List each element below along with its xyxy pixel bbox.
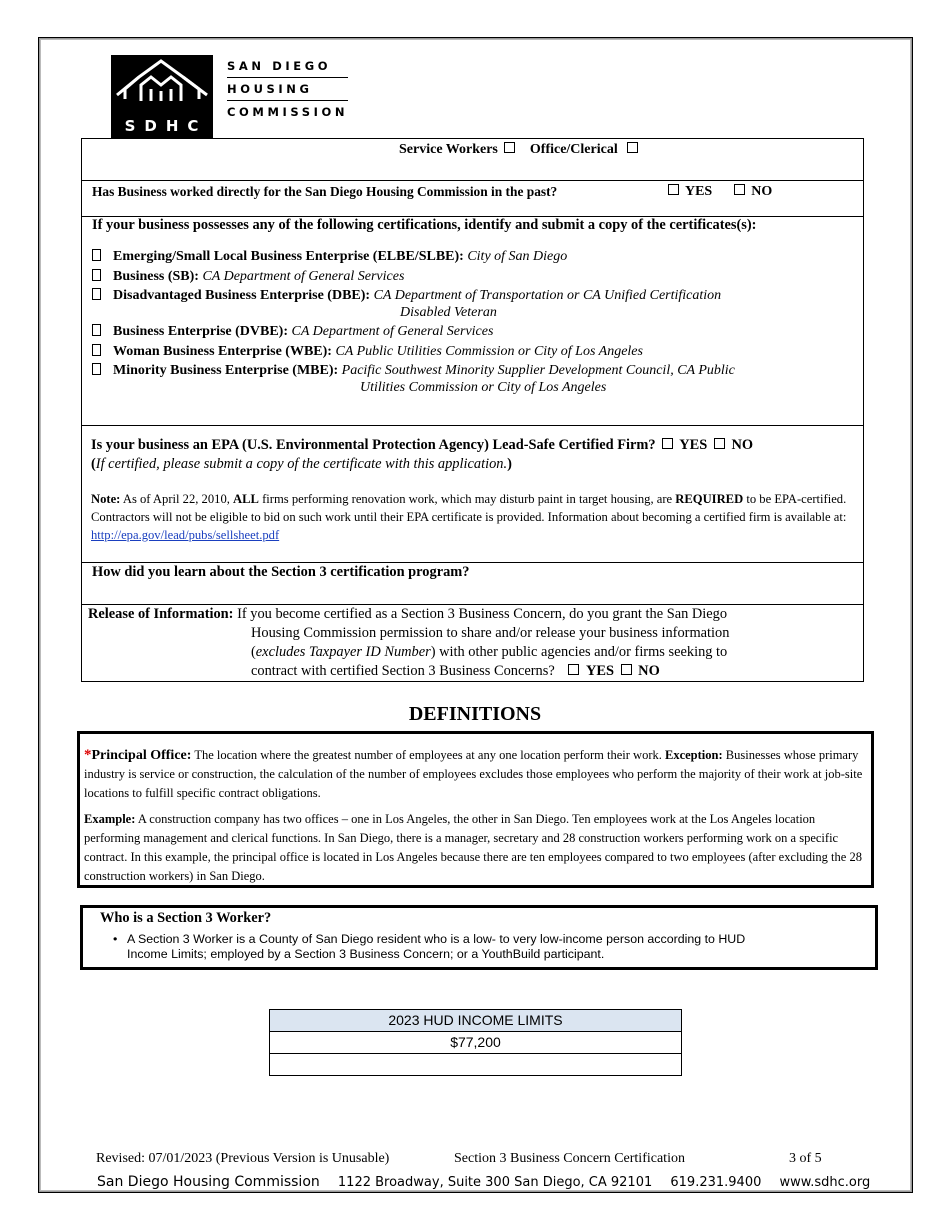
example-label: Example: — [84, 812, 136, 826]
principal-text: The location where the greatest number of employees at any one location perform their work. — [194, 748, 662, 762]
office-clerical-label: Office/Clerical — [529, 142, 618, 157]
example-definition — [84, 810, 866, 886]
cert-agency: Pacific Southwest Minority Supplier Development Council, CA Public — [341, 363, 735, 378]
exception-text: Businesses whose primary industry is service or construction, the calculation of the number of employees excludes those employees who perform the majority of their work at job-site locations to fulfill specific contract obligations. — [84, 748, 863, 800]
release-label: Release of Information: — [88, 606, 234, 622]
cert-agency: CA Department of Transportation or CA Unified Certification — [373, 288, 722, 303]
footer-form-name: Section 3 Business Concern Certification — [454, 1151, 685, 1166]
footer-address: 1122 Broadway, Suite 300 San Diego, CA 92101 — [337, 1175, 653, 1190]
epa-note — [91, 490, 856, 544]
past-work-no-label: NO — [751, 184, 773, 199]
bullet-icon: • — [113, 932, 118, 946]
list-item — [92, 324, 735, 344]
worker-bullet-line1: A Section 3 Worker is a County of San Diego resident who is a low- to very low-income person according to HUD — [127, 932, 746, 946]
worker-title: Who is a Section 3 Worker? — [100, 910, 272, 926]
cert-sb-checkbox[interactable] — [92, 269, 101, 281]
cert-agency: CA Public Utilities Commission or City of Los Angeles — [335, 343, 643, 359]
epa-instruction — [91, 456, 512, 473]
footer-web: www.sdhc.org — [779, 1175, 871, 1190]
release-line4-text: contract with certified Section 3 Business Concerns? — [251, 663, 555, 679]
cert-agency-line2: Disabled Veteran — [400, 305, 497, 320]
cert-dvbe-checkbox[interactable] — [92, 324, 101, 336]
service-workers-label: Service Workers — [399, 142, 498, 157]
footer-org: San Diego Housing Commission — [97, 1174, 320, 1190]
paren-close: ) — [507, 456, 512, 472]
past-work-question: Has Business worked directly for the San Diego Housing Commission in the past? — [92, 184, 558, 199]
release-yes-label: YES — [585, 663, 614, 679]
release-line2: Housing Commission permission to share and/or release your business information — [251, 625, 730, 641]
learn-question: How did you learn about the Section 3 certification program? — [92, 564, 470, 580]
cert-elbe-checkbox[interactable] — [92, 249, 101, 261]
epa-row — [82, 426, 863, 563]
past-work-yes-label: YES — [684, 184, 713, 199]
definitions-box — [77, 731, 874, 888]
release-yes-checkbox[interactable] — [568, 664, 579, 675]
sdhc-logo — [111, 55, 349, 139]
release-no-checkbox[interactable] — [621, 664, 632, 675]
epa-question: Is your business an EPA (U.S. Environmental Protection Agency) Lead-Safe Certified Firm? — [91, 437, 656, 453]
cert-agency: City of San Diego — [467, 249, 568, 264]
logo-line-1: SAN DIEGO — [227, 59, 348, 78]
service-row — [82, 139, 863, 181]
epa-no-label: NO — [731, 437, 754, 453]
income-table-value: $77,200 — [270, 1032, 681, 1054]
cert-name: Business Enterprise (DVBE): — [113, 324, 289, 339]
note-text: firms performing renovation work, which may disturb paint in target housing, are — [262, 492, 673, 506]
cert-agency-line2: Utilities Commission or City of Los Angeles — [360, 380, 607, 395]
example-text: A construction company has two offices – one in Los Angeles, the other in San Diego. Ten employees work at the Los Angeles location performing management and clerical functions. In San Diego, there is a manager, secretary and 28 construction workers performing work on a specific contract. In this example, the principal office is located in Los Angeles because there are ten employees compared to two employees (after excluding the 28 construction workers) in San Diego. — [84, 812, 862, 883]
epa-no-checkbox[interactable] — [714, 438, 725, 449]
footer-page-number: 3 of 5 — [789, 1151, 822, 1166]
epa-yes-checkbox[interactable] — [662, 438, 673, 449]
note-text: As of April 22, 2010, — [122, 492, 230, 506]
logo-line-3: COMMISSION — [227, 105, 349, 119]
list-item-continuation — [92, 380, 735, 400]
logo-wordmark — [227, 59, 348, 127]
cert-mbe-checkbox[interactable] — [92, 363, 101, 375]
income-table-empty-row — [270, 1054, 681, 1075]
principal-office-definition — [84, 746, 866, 803]
list-item-continuation — [92, 305, 735, 324]
cert-agency: CA Department of General Services — [291, 324, 494, 339]
footer-revised: Revised: 07/01/2023 (Previous Version is Unusable) — [96, 1151, 390, 1166]
logo-line-2: HOUSING — [227, 82, 348, 101]
past-work-no-checkbox[interactable] — [734, 184, 745, 195]
certifications-list — [92, 249, 735, 400]
release-no-label: NO — [638, 663, 660, 679]
income-table-header: 2023 HUD INCOME LIMITS — [270, 1010, 681, 1032]
list-item — [92, 363, 735, 380]
list-item — [92, 269, 735, 289]
past-work-row — [82, 181, 863, 217]
note-all: ALL — [233, 492, 259, 506]
office-clerical-checkbox[interactable] — [627, 142, 638, 153]
footer-contact — [97, 1174, 884, 1190]
principal-label: Principal Office: — [91, 748, 192, 763]
release-line1: If you become certified as a Section 3 Business Concern, do you grant the San Diego — [237, 606, 728, 622]
epa-link[interactable]: http://epa.gov/lead/pubs/sellsheet.pdf — [91, 528, 280, 542]
epa-instruction-text: If certified, please submit a copy of the certificate with this application. — [95, 456, 508, 472]
cert-name: Emerging/Small Local Business Enterprise (ELBE/SLBE): — [113, 249, 464, 264]
definitions-title: DEFINITIONS — [408, 703, 542, 725]
note-label: Note: — [91, 492, 121, 506]
release-excludes: excludes Taxpayer ID Number — [255, 644, 431, 660]
cert-name: Business (SB): — [113, 268, 199, 284]
required-asterisk: * — [84, 747, 92, 763]
release-line4 — [251, 662, 729, 681]
release-line3-text: ) with other public agencies and/or firms seeking to — [430, 644, 728, 660]
worker-bullet — [113, 932, 746, 962]
cert-name: Woman Business Enterprise (WBE): — [113, 343, 332, 359]
paren-open: ( — [251, 644, 256, 660]
cert-name: Disadvantaged Business Enterprise (DBE): — [113, 288, 371, 303]
worker-bullet-line2: Income Limits; employed by a Section 3 Business Concern; or a YouthBuild participant. — [127, 947, 605, 961]
list-item — [92, 249, 735, 269]
note-required: REQUIRED — [675, 492, 744, 506]
paren-open: ( — [91, 456, 96, 472]
cert-name: Minority Business Enterprise (MBE): — [113, 363, 339, 378]
footer-phone: 619.231.9400 — [670, 1175, 762, 1190]
service-workers-checkbox[interactable] — [504, 142, 515, 153]
exception-label: Exception: — [665, 748, 723, 762]
release-line3 — [251, 643, 729, 662]
past-work-yes-checkbox[interactable] — [668, 184, 679, 195]
certifications-heading: If your business possesses any of the following certifications, identify and submit a copy of the certificates(s): — [92, 217, 757, 233]
certifications-row — [82, 217, 863, 426]
release-body — [251, 624, 729, 681]
form-table — [81, 138, 864, 682]
list-item — [92, 344, 735, 364]
house-icon — [111, 55, 213, 115]
cert-dbe-checkbox[interactable] — [92, 288, 101, 300]
section3-worker-box — [80, 905, 878, 970]
income-limits-table — [269, 1009, 682, 1076]
release-row — [82, 605, 863, 683]
learn-row — [82, 563, 863, 605]
logo-mark — [111, 55, 213, 139]
logo-initials: SDHC — [124, 117, 208, 135]
list-item — [92, 288, 735, 305]
epa-yes-label: YES — [679, 437, 708, 453]
cert-wbe-checkbox[interactable] — [92, 344, 101, 356]
cert-agency: CA Department of General Services — [202, 268, 405, 284]
note-text: to be EPA-certified. Contractors will not be eligible to bid on such work until their EPA certificate is provided. Information about becoming a certified firm is available at: — [91, 492, 847, 524]
